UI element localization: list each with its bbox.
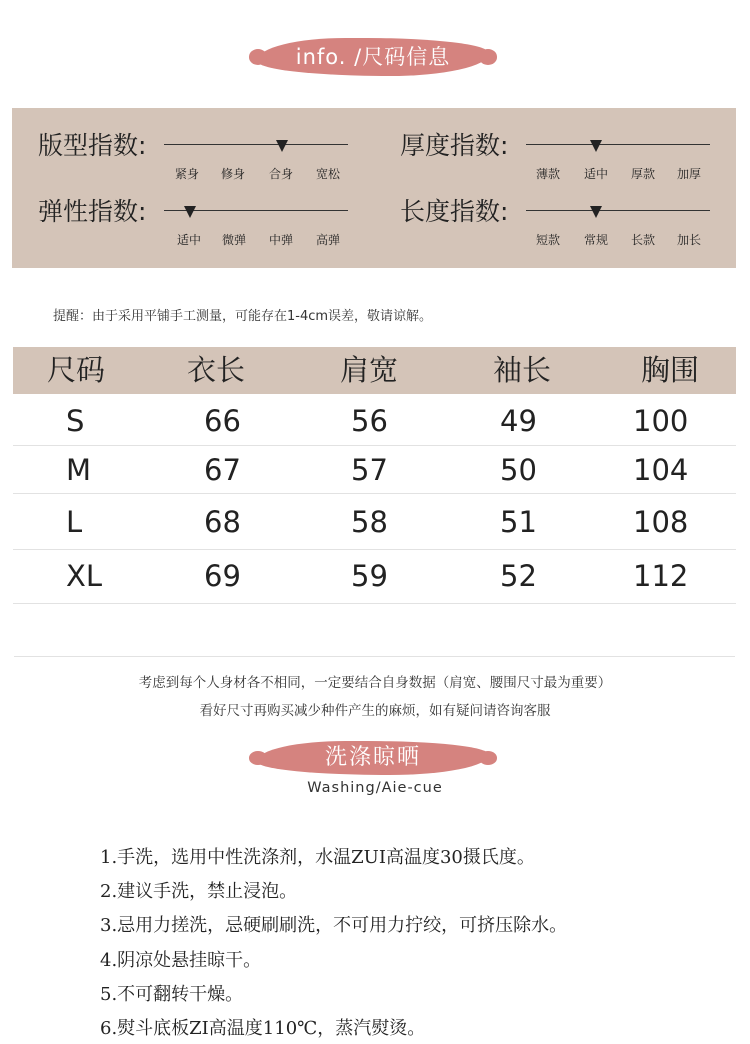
size-info-title: info. /尺码信息 xyxy=(258,38,488,76)
length-cell: 66 xyxy=(204,404,241,438)
divider xyxy=(14,656,735,657)
sleeve-cell: 51 xyxy=(500,505,537,539)
washing-title: 洗涤晾晒 xyxy=(258,741,488,775)
shoulder-cell: 56 xyxy=(351,404,388,438)
table-row xyxy=(13,550,736,604)
size-table xyxy=(13,347,736,604)
elasticity-option: 微弹 xyxy=(222,233,247,247)
thickness-option: 厚款 xyxy=(631,167,656,181)
length-index-label: 长度指数: xyxy=(400,197,509,226)
size-cell: L xyxy=(66,505,83,539)
length-option: 常规 xyxy=(584,233,609,247)
chest-cell: 108 xyxy=(633,505,689,539)
washing-instruction: 2.建议手洗，禁止浸泡。 xyxy=(100,881,298,902)
length-cell: 67 xyxy=(204,453,241,487)
elasticity-index-marker xyxy=(184,206,196,218)
chest-cell: 104 xyxy=(633,453,689,487)
shoulder-cell: 58 xyxy=(351,505,388,539)
length-option: 加长 xyxy=(677,233,702,247)
elasticity-option: 中弹 xyxy=(269,233,294,247)
thickness-index-label: 厚度指数: xyxy=(400,131,509,160)
washing-instruction: 6.熨斗底板ZI高温度110℃，蒸汽熨烫。 xyxy=(100,1018,426,1039)
size-cell: M xyxy=(66,453,92,487)
elasticity-option: 适中 xyxy=(177,233,202,247)
thickness-index-marker xyxy=(590,140,602,152)
shoulder-cell: 59 xyxy=(351,559,388,593)
fit-option: 宽松 xyxy=(316,167,341,181)
table-row xyxy=(13,446,736,494)
column-header: 胸围 xyxy=(641,353,700,387)
column-header: 肩宽 xyxy=(340,353,399,387)
fit-option: 修身 xyxy=(221,167,246,181)
washing-instruction: 1.手洗，选用中性洗涤剂，水温ZUI高温度30摄氏度。 xyxy=(100,847,535,868)
sleeve-cell: 50 xyxy=(500,453,537,487)
fit-index-label: 版型指数: xyxy=(38,131,147,160)
washing-instruction: 4.阴凉处悬挂晾干。 xyxy=(100,950,262,971)
fit-index-line xyxy=(164,144,348,145)
column-header: 袖长 xyxy=(493,353,552,387)
thickness-option: 薄款 xyxy=(536,167,561,181)
table-row xyxy=(13,494,736,550)
sizing-tip: 考虑到每个人身材各不相同，一定要结合自身数据（肩宽、腰围尺寸最为重要） xyxy=(138,675,612,691)
washing-instruction: 3.忌用力搓洗，忌硬刷刷洗，不可用力拧绞，可挤压除水。 xyxy=(100,915,568,936)
sleeve-cell: 52 xyxy=(500,559,537,593)
sizing-tip: 看好尺寸再购买减少种件产生的麻烦，如有疑问请咨询客服 xyxy=(199,703,551,719)
washing-instruction: 5.不可翻转干燥。 xyxy=(100,984,244,1005)
chest-cell: 100 xyxy=(633,404,689,438)
column-header: 衣长 xyxy=(187,353,246,387)
fit-option: 合身 xyxy=(269,167,294,181)
fit-index-marker xyxy=(276,140,288,152)
length-cell: 69 xyxy=(204,559,241,593)
fit-option: 紧身 xyxy=(175,167,200,181)
chest-cell: 112 xyxy=(633,559,689,593)
table-row xyxy=(13,394,736,446)
sleeve-cell: 49 xyxy=(500,404,537,438)
length-index-marker xyxy=(590,206,602,218)
length-option: 短款 xyxy=(536,233,561,247)
column-header: 尺码 xyxy=(47,353,106,387)
table-header xyxy=(13,347,736,394)
fit-index-panel xyxy=(12,108,736,268)
thickness-option: 加厚 xyxy=(677,167,702,181)
size-cell: S xyxy=(66,404,85,438)
shoulder-cell: 57 xyxy=(351,453,388,487)
elasticity-index-label: 弹性指数: xyxy=(38,197,147,226)
elasticity-option: 高弹 xyxy=(316,233,341,247)
length-option: 长款 xyxy=(631,233,656,247)
washing-subtitle: Washing/Aie-cue xyxy=(307,780,443,796)
thickness-option: 适中 xyxy=(584,167,609,181)
length-cell: 68 xyxy=(204,505,241,539)
measurement-note: 提醒：由于采用平铺手工测量，可能存在1-4cm误差，敬请谅解。 xyxy=(53,309,433,324)
size-cell: XL xyxy=(66,559,103,593)
length-index-line xyxy=(526,210,710,211)
thickness-index-line xyxy=(526,144,710,145)
